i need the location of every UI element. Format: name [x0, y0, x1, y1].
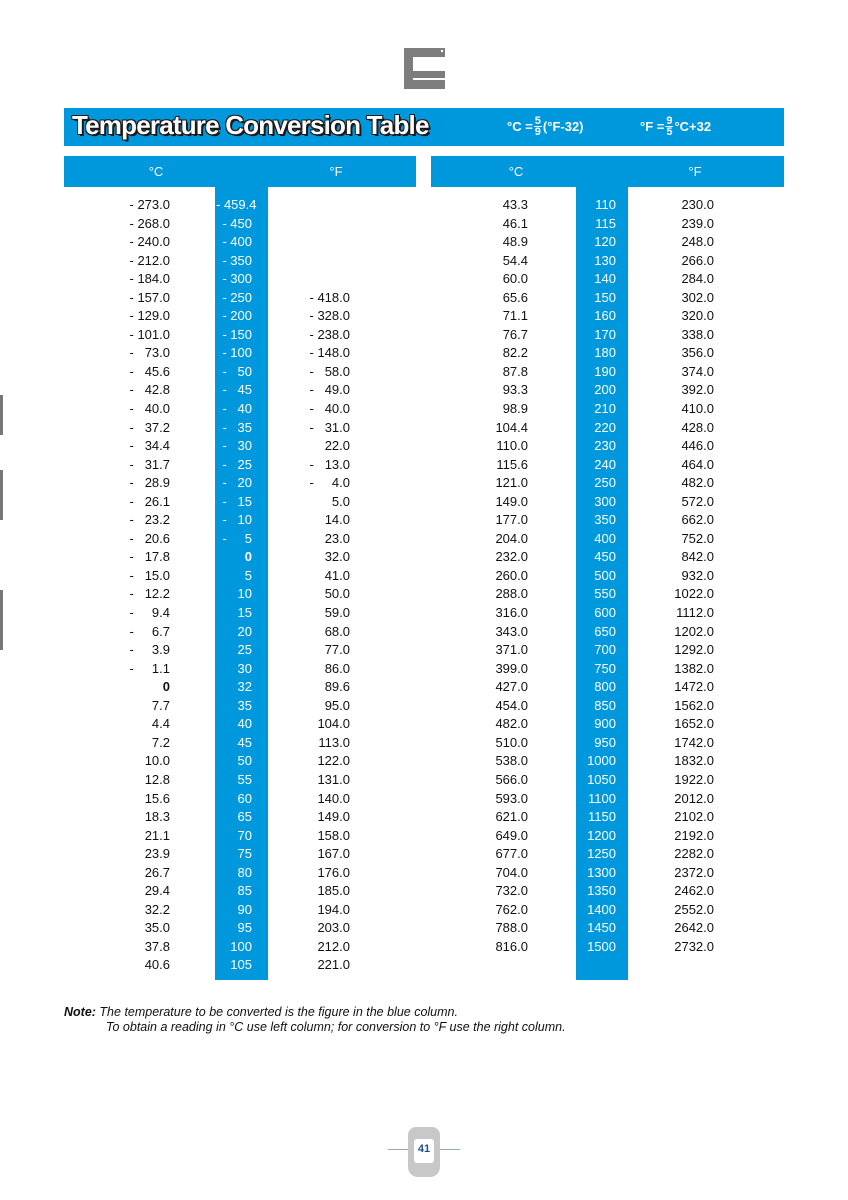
fahrenheit-cell: 1562.0	[674, 697, 714, 713]
value-cell: - 45	[222, 382, 252, 398]
celsius-cell: 816.0	[495, 938, 528, 954]
value-cell: 1350	[587, 883, 616, 899]
fahrenheit-cell: 1292.0	[674, 642, 714, 658]
celsius-cell: 87.8	[502, 363, 528, 379]
fahrenheit-cell: 32.0	[324, 549, 350, 565]
formula-c-numerator: 5	[534, 115, 541, 127]
value-cell: 300	[594, 493, 616, 509]
celsius-cell: - 101.0	[129, 326, 170, 342]
formula-f-denominator: 5	[666, 126, 673, 138]
celsius-cell: 149.0	[495, 493, 528, 509]
value-cell: 1450	[587, 920, 616, 936]
value-cell: 95	[237, 920, 252, 936]
celsius-cell: 704.0	[495, 864, 528, 880]
fahrenheit-cell: - 31.0	[309, 419, 350, 435]
footnote	[64, 1005, 566, 1035]
value-cell: 65	[237, 809, 252, 825]
celsius-cell: - 3.9	[129, 642, 170, 658]
celsius-cell: 43.3	[502, 197, 528, 212]
celsius-cell: 649.0	[495, 827, 528, 843]
value-cell: 700	[594, 642, 616, 658]
celsius-cell: 29.4	[144, 883, 170, 899]
value-cell: 1050	[587, 771, 616, 787]
fahrenheit-cell: 248.0	[681, 234, 714, 250]
fahrenheit-cell: 464.0	[681, 456, 714, 472]
formula-c-denominator: 9	[534, 126, 541, 138]
fahrenheit-cell: 2102.0	[674, 809, 714, 825]
value-cell: - 300	[222, 271, 252, 287]
value-cell: 350	[594, 512, 616, 528]
fahrenheit-cell: 2012.0	[674, 790, 714, 806]
fahrenheit-cell: 410.0	[681, 401, 714, 417]
celsius-cell: - 28.9	[129, 475, 170, 491]
value-cell: 600	[594, 605, 616, 621]
note-line-1: The temperature to be converted is the figure in the blue column.	[95, 1005, 458, 1019]
celsius-cell: 732.0	[495, 883, 528, 899]
edge-mark	[0, 395, 3, 435]
fahrenheit-cell: 140.0	[317, 790, 350, 806]
celsius-cell: 65.6	[502, 289, 528, 305]
fahrenheit-cell: 266.0	[681, 252, 714, 268]
value-cell: 1300	[587, 864, 616, 880]
celsius-cell: - 23.2	[129, 512, 170, 528]
celsius-cell: 46.1	[502, 215, 528, 231]
value-cell: 750	[594, 660, 616, 676]
fahrenheit-cell: 1472.0	[674, 679, 714, 695]
celsius-cell: - 20.6	[129, 530, 170, 546]
celsius-cell: 621.0	[495, 809, 528, 825]
value-cell: 70	[237, 827, 252, 843]
value-cell: 450	[594, 549, 616, 565]
celsius-cell: 177.0	[495, 512, 528, 528]
value-cell: 900	[594, 716, 616, 732]
right-fahrenheit-column	[640, 196, 714, 956]
value-cell: 210	[594, 401, 616, 417]
value-cell: 180	[594, 345, 616, 361]
value-cell: 140	[594, 271, 616, 287]
fahrenheit-cell	[280, 252, 350, 271]
value-cell: - 100	[222, 345, 252, 361]
celsius-cell: - 268.0	[129, 215, 170, 231]
value-cell: 35	[237, 697, 252, 713]
fahrenheit-cell: 392.0	[681, 382, 714, 398]
celsius-cell: - 240.0	[129, 234, 170, 250]
left-value-column	[216, 196, 257, 975]
value-cell: - 50	[222, 363, 252, 379]
value-cell: 80	[237, 864, 252, 880]
fahrenheit-cell: 167.0	[317, 846, 350, 862]
celsius-cell: - 37.2	[129, 419, 170, 435]
fahrenheit-cell: 1382.0	[674, 660, 714, 676]
fahrenheit-cell: 446.0	[681, 438, 714, 454]
right-celsius-column	[460, 196, 528, 956]
value-cell: - 5	[222, 530, 252, 546]
fahrenheit-cell: 5.0	[331, 493, 350, 509]
fahrenheit-cell: 842.0	[681, 549, 714, 565]
value-cell: 1250	[587, 846, 616, 862]
left-header-celsius: °C	[148, 164, 164, 179]
right-header-celsius: °C	[508, 164, 524, 179]
celsius-cell: - 184.0	[129, 271, 170, 287]
fahrenheit-cell: 131.0	[317, 771, 350, 787]
value-cell: 170	[594, 326, 616, 342]
celsius-cell: 32.2	[144, 901, 170, 917]
value-cell: - 350	[222, 252, 252, 268]
celsius-cell: 48.9	[502, 234, 528, 250]
value-cell: 650	[594, 623, 616, 639]
celsius-cell: 371.0	[495, 642, 528, 658]
celsius-cell: - 45.6	[129, 363, 170, 379]
value-cell: - 150	[222, 326, 252, 342]
fahrenheit-cell: 1742.0	[674, 734, 714, 750]
value-cell: 500	[594, 567, 616, 583]
celsius-cell: 21.1	[144, 827, 170, 843]
formula-f-prefix: °F =	[640, 119, 665, 134]
celsius-cell: - 42.8	[129, 382, 170, 398]
celsius-cell: - 9.4	[129, 605, 170, 621]
fahrenheit-cell: 95.0	[324, 697, 350, 713]
celsius-cell: - 26.1	[129, 493, 170, 509]
celsius-cell: 232.0	[495, 549, 528, 565]
fahrenheit-cell: 2462.0	[674, 883, 714, 899]
celsius-cell: 482.0	[495, 716, 528, 732]
celsius-cell: 399.0	[495, 660, 528, 676]
formula-c-prefix: °C =	[507, 119, 533, 134]
celsius-cell: - 6.7	[129, 623, 170, 639]
fahrenheit-cell: 2372.0	[674, 864, 714, 880]
celsius-cell: 343.0	[495, 623, 528, 639]
celsius-cell: 4.4	[151, 716, 170, 732]
celsius-cell: 454.0	[495, 697, 528, 713]
fahrenheit-cell: 41.0	[324, 567, 350, 583]
fahrenheit-cell: 221.0	[317, 957, 350, 973]
celsius-cell: 15.6	[144, 790, 170, 806]
value-cell: 250	[594, 475, 616, 491]
value-cell: 45	[237, 734, 252, 750]
right-value-column	[576, 196, 616, 956]
fahrenheit-cell: 212.0	[317, 938, 350, 954]
celsius-cell: - 73.0	[129, 345, 170, 361]
page-number-badge	[408, 1127, 440, 1177]
left-header-fahrenheit: °F	[329, 164, 343, 179]
right-header-fahrenheit: °F	[688, 164, 702, 179]
celsius-cell: 288.0	[495, 586, 528, 602]
celsius-cell: 788.0	[495, 920, 528, 936]
fahrenheit-cell: 230.0	[681, 197, 714, 212]
fahrenheit-cell: 284.0	[681, 271, 714, 287]
celsius-cell: 104.4	[495, 419, 528, 435]
fahrenheit-cell: - 49.0	[309, 382, 350, 398]
fahrenheit-cell: - 238.0	[309, 326, 350, 342]
fahrenheit-cell	[280, 215, 350, 234]
fahrenheit-cell: 194.0	[317, 901, 350, 917]
value-cell: 160	[594, 308, 616, 324]
fahrenheit-cell: 1202.0	[674, 623, 714, 639]
fahrenheit-cell: 428.0	[681, 419, 714, 435]
celsius-cell: - 129.0	[129, 308, 170, 324]
page-number-tab	[388, 1127, 460, 1177]
value-cell: 50	[237, 753, 252, 769]
celsius-cell: 37.8	[144, 938, 170, 954]
fahrenheit-cell: 239.0	[681, 215, 714, 231]
fahrenheit-cell: - 418.0	[309, 289, 350, 305]
fahrenheit-cell: 1832.0	[674, 753, 714, 769]
fahrenheit-cell	[280, 233, 350, 252]
value-cell: - 400	[222, 234, 252, 250]
fahrenheit-cell: 89.6	[324, 679, 350, 695]
fahrenheit-cell: 113.0	[318, 734, 350, 750]
fahrenheit-cell: - 13.0	[309, 456, 350, 472]
celsius-cell: 260.0	[495, 567, 528, 583]
celsius-cell: 12.8	[144, 771, 170, 787]
fahrenheit-cell: 320.0	[681, 308, 714, 324]
celsius-cell: 566.0	[495, 771, 528, 787]
value-cell: 55	[237, 771, 252, 787]
page-number-rule-left	[388, 1149, 408, 1150]
value-cell: 400	[594, 530, 616, 546]
formula-f-numerator: 9	[666, 115, 673, 127]
value-cell: 0	[244, 549, 252, 565]
fahrenheit-cell: 338.0	[681, 326, 714, 342]
fahrenheit-cell: 176.0	[317, 864, 350, 880]
value-cell: 1400	[587, 901, 616, 917]
celsius-cell: 76.7	[502, 326, 528, 342]
fahrenheit-cell: 2282.0	[674, 846, 714, 862]
value-cell: 30	[237, 660, 252, 676]
celsius-cell: - 15.0	[129, 567, 170, 583]
celsius-cell: - 31.7	[129, 456, 170, 472]
fahrenheit-cell: - 148.0	[309, 345, 350, 361]
fahrenheit-cell: 2192.0	[674, 827, 714, 843]
value-cell: - 15	[222, 493, 252, 509]
celsius-cell: 93.3	[502, 382, 528, 398]
value-cell: 5	[244, 567, 252, 583]
left-fahrenheit-column	[280, 196, 350, 975]
value-cell: 150	[594, 289, 616, 305]
celsius-cell: 23.9	[144, 846, 170, 862]
celsius-cell: 677.0	[495, 846, 528, 862]
note-line-2: To obtain a reading in °C use left column; for conversion to °F use the right column.	[106, 1020, 566, 1034]
celsius-cell: 71.1	[502, 308, 528, 324]
value-cell: - 450	[222, 215, 252, 231]
fahrenheit-cell: 185.0	[317, 883, 350, 899]
fahrenheit-cell: 2642.0	[674, 920, 714, 936]
brand-logo-icon	[404, 48, 445, 89]
fahrenheit-cell: 302.0	[681, 289, 714, 305]
value-cell: 1100	[588, 790, 616, 806]
fahrenheit-cell: 356.0	[681, 345, 714, 361]
fahrenheit-cell: 203.0	[317, 920, 350, 936]
celsius-cell: 98.9	[502, 401, 528, 417]
celsius-cell: 762.0	[495, 901, 528, 917]
fahrenheit-cell: 752.0	[681, 530, 714, 546]
formula-f-suffix: °C+32	[674, 119, 712, 134]
value-cell: 1200	[587, 827, 616, 843]
value-cell: 110	[595, 197, 616, 212]
fahrenheit-cell: 2732.0	[674, 938, 714, 954]
value-cell: 40	[237, 716, 252, 732]
celsius-cell: 538.0	[495, 753, 528, 769]
value-cell: - 35	[222, 419, 252, 435]
edge-mark	[0, 590, 3, 650]
value-cell: 230	[594, 438, 616, 454]
right-header-bar	[431, 156, 784, 187]
fahrenheit-cell: 104.0	[317, 716, 350, 732]
value-cell: - 30	[222, 438, 252, 454]
celsius-cell: 121.0	[495, 475, 528, 491]
value-cell: 850	[594, 697, 616, 713]
celsius-cell: - 157.0	[129, 289, 170, 305]
fahrenheit-cell: - 58.0	[309, 363, 350, 379]
celsius-cell: 60.0	[502, 271, 528, 287]
value-cell: 10	[237, 586, 252, 602]
edge-mark	[0, 470, 3, 520]
title-bar	[64, 108, 784, 146]
fahrenheit-cell: 1112.0	[676, 605, 714, 621]
fahrenheit-cell: 23.0	[324, 530, 350, 546]
fahrenheit-cell: 158.0	[317, 827, 350, 843]
value-cell: 85	[237, 883, 252, 899]
celsius-cell: - 40.0	[129, 401, 170, 417]
value-cell: 190	[594, 363, 616, 379]
fahrenheit-cell: 482.0	[681, 475, 714, 491]
celsius-cell: 204.0	[495, 530, 528, 546]
fahrenheit-cell: 50.0	[324, 586, 350, 602]
celsius-cell: 26.7	[144, 864, 170, 880]
fahrenheit-cell: 932.0	[681, 567, 714, 583]
fahrenheit-cell: 14.0	[324, 512, 350, 528]
value-cell: 115	[595, 215, 616, 231]
fahrenheit-cell: 2552.0	[674, 901, 714, 917]
fahrenheit-cell: 374.0	[681, 363, 714, 379]
value-cell: - 200	[222, 308, 252, 324]
value-cell: 90	[237, 901, 252, 917]
fahrenheit-cell: 86.0	[324, 660, 350, 676]
fahrenheit-cell: 572.0	[681, 493, 714, 509]
fahrenheit-cell: 22.0	[324, 438, 350, 454]
formula-fahrenheit	[640, 116, 711, 137]
celsius-cell: 10.0	[144, 753, 170, 769]
celsius-cell: - 34.4	[129, 438, 170, 454]
fahrenheit-cell: - 328.0	[309, 308, 350, 324]
value-cell: 1150	[588, 809, 616, 825]
formula-celsius	[507, 116, 584, 137]
left-celsius-column	[96, 196, 170, 975]
celsius-cell: 35.0	[144, 920, 170, 936]
celsius-cell: 40.6	[144, 957, 170, 973]
value-cell: - 20	[222, 475, 252, 491]
note-label: Note:	[64, 1005, 96, 1019]
value-cell: 120	[594, 234, 616, 250]
value-cell: - 40	[222, 401, 252, 417]
value-cell: 25	[237, 642, 252, 658]
celsius-cell: 82.2	[502, 345, 528, 361]
value-cell: 200	[594, 382, 616, 398]
formula-f-fraction	[665, 116, 673, 137]
celsius-cell: 510.0	[495, 734, 528, 750]
celsius-cell: 110.0	[496, 438, 528, 454]
celsius-cell: 316.0	[495, 605, 528, 621]
value-cell: 550	[594, 586, 616, 602]
value-cell: - 459.4	[216, 197, 257, 212]
celsius-cell: 7.7	[151, 697, 170, 713]
value-cell: 60	[237, 790, 252, 806]
celsius-cell: 18.3	[144, 809, 170, 825]
fahrenheit-cell: 68.0	[324, 623, 350, 639]
celsius-cell: - 212.0	[129, 252, 170, 268]
celsius-cell: 427.0	[495, 679, 528, 695]
fahrenheit-cell: 122.0	[317, 753, 350, 769]
value-cell: 950	[594, 734, 616, 750]
fahrenheit-cell: 662.0	[681, 512, 714, 528]
celsius-cell: 115.6	[496, 456, 528, 472]
value-cell: 800	[594, 679, 616, 695]
celsius-cell: - 17.8	[129, 549, 170, 565]
value-cell: 240	[594, 456, 616, 472]
celsius-cell: - 12.2	[129, 586, 170, 602]
celsius-cell: 593.0	[495, 790, 528, 806]
celsius-cell: 7.2	[151, 734, 170, 750]
page-number-rule-right	[440, 1149, 460, 1150]
formula-c-suffix: (°F-32)	[542, 119, 584, 134]
value-cell: 1000	[587, 753, 616, 769]
celsius-cell: 0	[162, 679, 170, 695]
value-cell: 1500	[587, 938, 616, 954]
formula-c-fraction	[534, 116, 542, 137]
celsius-cell: - 1.1	[129, 660, 170, 676]
value-cell: 75	[237, 846, 252, 862]
fahrenheit-cell: 1922.0	[674, 771, 714, 787]
fahrenheit-cell: 77.0	[324, 642, 350, 658]
fahrenheit-cell	[280, 270, 350, 289]
value-cell: - 25	[222, 456, 252, 472]
fahrenheit-cell: 1652.0	[674, 716, 714, 732]
fahrenheit-cell: 1022.0	[674, 586, 714, 602]
value-cell: 105	[230, 957, 252, 973]
value-cell: 130	[594, 252, 616, 268]
celsius-cell: 54.4	[502, 252, 528, 268]
value-cell: 15	[237, 605, 252, 621]
value-cell: 220	[594, 419, 616, 435]
page-number: 41	[417, 1143, 431, 1155]
fahrenheit-cell: 149.0	[317, 809, 350, 825]
fahrenheit-cell: - 4.0	[309, 475, 350, 491]
value-cell: 100	[230, 938, 252, 954]
celsius-cell: - 273.0	[129, 197, 170, 212]
fahrenheit-cell	[280, 196, 350, 215]
value-cell: - 10	[222, 512, 252, 528]
value-cell: - 250	[222, 289, 252, 305]
page-title: Temperature Conversion Table	[72, 110, 429, 140]
fahrenheit-cell: - 40.0	[309, 401, 350, 417]
value-cell: 32	[237, 679, 252, 695]
fahrenheit-cell: 59.0	[324, 605, 350, 621]
value-cell: 20	[237, 623, 252, 639]
